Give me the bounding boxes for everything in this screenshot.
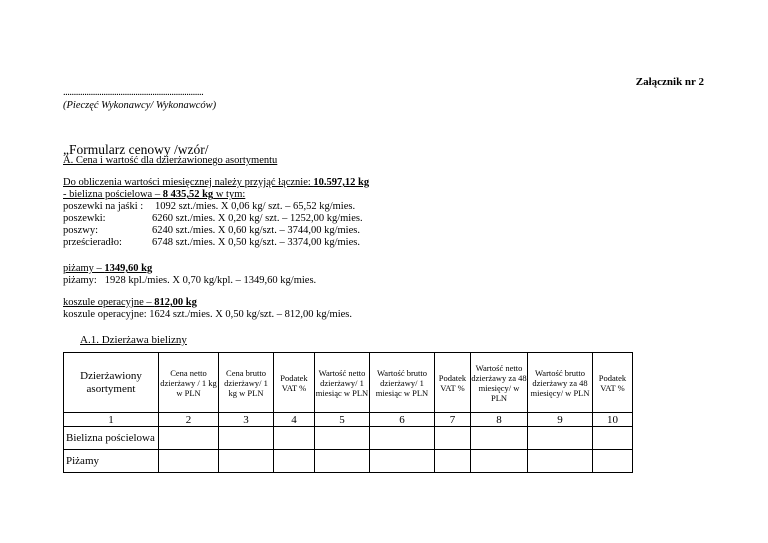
section-a-heading: A. Cena i wartość dla dzierżawionego asortymentu [63,155,278,166]
table-cell[interactable] [219,427,274,450]
table-cell[interactable] [435,427,471,450]
linen-item-value: 6748 szt./mies. X 0,50 kg/szt. – 3374,00 kg/mies. [152,237,360,248]
linen-item-label: poszewki: [63,213,106,224]
column-header: Wartość brutto dzierżawy/ 1 miesiąc w PLN [370,353,435,413]
column-header: Podatek VAT % [593,353,633,413]
column-number: 8 [471,413,528,427]
pajamas-header-value: 1349,60 kg [104,263,153,274]
table-row [64,427,633,450]
linen-item-label: poszewki na jaśki : [63,201,144,212]
column-header: Cena netto dzierżawy / 1 kg w PLN [159,353,219,413]
table-cell[interactable] [528,427,593,450]
monthly-lead: Do obliczenia wartości miesięcznej należy przyjąć łącznie: [63,177,314,188]
column-number: 2 [159,413,219,427]
section-a1-heading: A.1. Dzierżawa bielizny [80,334,187,346]
linen-header [63,189,245,201]
table-cell[interactable] [159,427,219,450]
table-cell[interactable] [435,450,471,473]
column-number: 1 [64,413,159,427]
table-cell[interactable] [593,450,633,473]
monthly-total-line [63,177,369,189]
column-number: 6 [370,413,435,427]
linen-item-label: prześcieradło: [63,237,122,248]
pajamas-header [63,263,152,275]
table-cell[interactable] [593,427,633,450]
lease-table [63,352,633,473]
linen-header-prefix: - bielizna pościelowa – [63,189,163,200]
table-cell[interactable] [159,450,219,473]
row-label: Bielizna pościelowa [64,427,159,450]
table-cell[interactable] [315,427,370,450]
column-number: 7 [435,413,471,427]
table-cell[interactable] [528,450,593,473]
linen-item-label: poszwy: [63,225,98,236]
table-cell[interactable] [219,450,274,473]
column-number: 10 [593,413,633,427]
table-cell[interactable] [370,427,435,450]
column-number: 9 [528,413,593,427]
column-number: 4 [274,413,315,427]
gowns-header [63,297,197,309]
gowns-line: koszule operacyjne: 1624 szt./mies. X 0,50 kg/szt. – 812,00 kg/mies. [63,309,352,320]
column-header: Cena brutto dzierżawy/ 1 kg w PLN [219,353,274,413]
column-header: Podatek VAT % [274,353,315,413]
stamp-dots: .................................................................. [63,87,204,98]
gowns-header-prefix: koszule operacyjne – [63,297,155,308]
table-number-row [64,413,633,427]
column-header: Podatek VAT % [435,353,471,413]
gowns-header-value: 812,00 kg [154,297,197,308]
column-header: Dzierżawiony asortyment [64,353,159,413]
column-number: 5 [315,413,370,427]
table-cell[interactable] [471,450,528,473]
linen-item-value: 1092 szt./mies. X 0,06 kg/ szt. – 65,52 kg/mies. [155,201,356,212]
linen-item-value: 6260 szt./mies. X 0,20 kg/ szt. – 1252,00 kg/mies. [152,213,363,224]
linen-header-value: 8 435,52 kg [162,189,214,200]
table-cell[interactable] [274,450,315,473]
table-cell[interactable] [274,427,315,450]
linen-header-suffix: w tym: [213,189,246,200]
form-title: „Formularz cenowy /wzór/ [63,142,209,157]
table-row [64,450,633,473]
pajamas-line: piżamy: 1928 kpl./mies. X 0,70 kg/kpl. – 1349,60 kg/mies. [63,275,317,286]
pajamas-header-prefix: piżamy – [63,263,105,274]
column-header: Wartość brutto dzierżawy za 48 miesięcy/ w PLN [528,353,593,413]
table-header-row [64,353,633,413]
table-cell[interactable] [471,427,528,450]
attachment-label: Załącznik nr 2 [635,76,704,88]
stamp-label: (Pieczęć Wykonawcy/ Wykonawców) [63,100,217,111]
table-cell[interactable] [315,450,370,473]
column-header: Wartość netto dzierżawy/ 1 miesiąc w PLN [315,353,370,413]
monthly-total: 10.597,12 kg [313,177,370,188]
column-header: Wartość netto dzierżawy za 48 miesięcy/ w PLN [471,353,528,413]
row-label: Piżamy [64,450,159,473]
column-number: 3 [219,413,274,427]
table-cell[interactable] [370,450,435,473]
linen-item-value: 6240 szt./mies. X 0,60 kg/szt. – 3744,00 kg/mies. [152,225,360,236]
